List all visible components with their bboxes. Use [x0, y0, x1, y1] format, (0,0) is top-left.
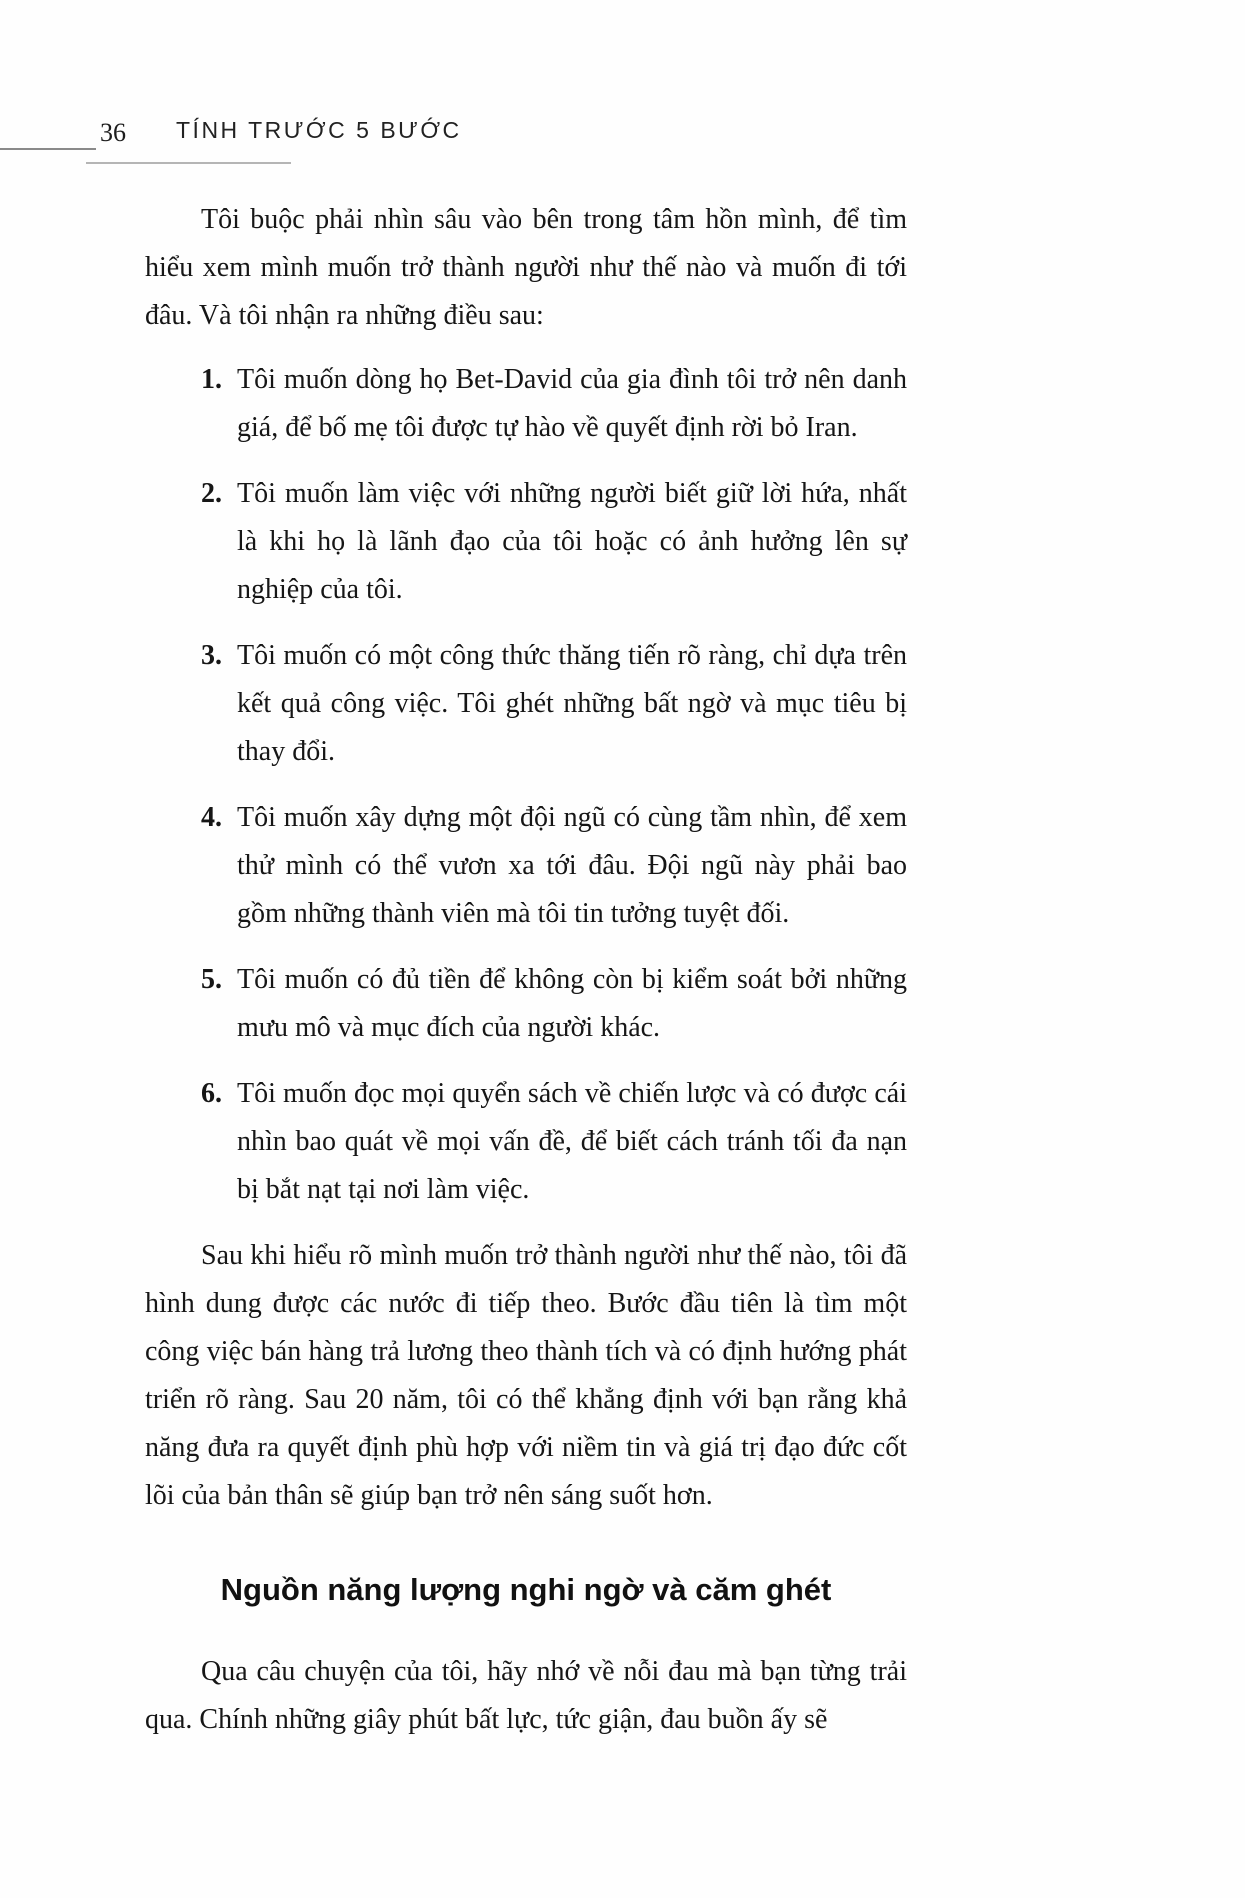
list-item	[145, 956, 907, 1052]
list-item-text: Tôi muốn có một công thức thăng tiến rõ ràng, chỉ dựa trên kết quả công việc. Tôi ghét những bất ngờ và mục tiêu bị thay đổi.	[237, 640, 907, 767]
header-left-rule	[0, 148, 96, 150]
paragraph-conclusion: Sau khi hiểu rõ mình muốn trở thành người như thế nào, tôi đã hình dung được các nước đi tiếp theo. Bước đầu tiên là tìm một công việc bán hàng trả lương theo thành tích và có định hướng phát triển rõ ràng. Sau 20 năm, tôi có thể khẳng định với bạn rằng khả năng đưa ra quyết định phù hợp với niềm tin và giá trị đạo đức cốt lõi của bản thân sẽ giúp bạn trở nên sáng suốt hơn.	[145, 1240, 907, 1511]
running-title: TÍNH TRƯỚC 5 BƯỚC	[176, 117, 462, 143]
list-item	[145, 794, 907, 938]
list-item-number: 3.	[201, 640, 222, 671]
list-item-text: Tôi muốn có đủ tiền để không còn bị kiểm soát bởi những mưu mô và mục đích của người khác.	[237, 964, 907, 1043]
list-item-number: 6.	[201, 1078, 222, 1109]
page-number: 36	[100, 118, 126, 147]
list-item	[145, 1070, 907, 1214]
list-item-number: 2.	[201, 478, 222, 509]
list-item-text: Tôi muốn xây dựng một đội ngũ có cùng tầm nhìn, để xem thử mình có thể vươn xa tới đâu. Đội ngũ này phải bao gồm những thành viên mà tôi tin tưởng tuyệt đối.	[237, 802, 907, 929]
list-item-number: 1.	[201, 364, 222, 395]
paragraph-next-section: Qua câu chuyện của tôi, hãy nhớ về nỗi đau mà bạn từng trải qua. Chính những giây phút bất lực, tức giận, đau buồn ấy sẽ	[145, 1656, 907, 1735]
list-item-text: Tôi muốn dòng họ Bet-David của gia đình tôi trở nên danh giá, để bố mẹ tôi được tự hào về quyết định rời bỏ Iran.	[237, 364, 907, 443]
list-item-text: Tôi muốn đọc mọi quyển sách về chiến lược và có được cái nhìn bao quát về mọi vấn đề, để biết cách tránh tối đa nạn bị bắt nạt tại nơi làm việc.	[237, 1078, 907, 1205]
list-item	[145, 632, 907, 776]
header-underline-rule	[86, 162, 291, 164]
paragraph-intro: Tôi buộc phải nhìn sâu vào bên trong tâm hồn mình, để tìm hiểu xem mình muốn trở thành người như thế nào và muốn đi tới đâu. Và tôi nhận ra những điều sau:	[145, 204, 907, 331]
list-item-number: 4.	[201, 802, 222, 833]
section-heading: Nguồn năng lượng nghi ngờ và căm ghét	[220, 1572, 832, 1607]
list-item-text: Tôi muốn làm việc với những người biết giữ lời hứa, nhất là khi họ là lãnh đạo của tôi hoặc có ảnh hưởng lên sự nghiệp của tôi.	[237, 478, 907, 605]
list-item	[145, 470, 907, 614]
page-header	[0, 112, 1245, 172]
page-body	[145, 196, 907, 1760]
list-item-number: 5.	[201, 964, 222, 995]
list-item	[145, 356, 907, 452]
numbered-list	[145, 356, 907, 1214]
